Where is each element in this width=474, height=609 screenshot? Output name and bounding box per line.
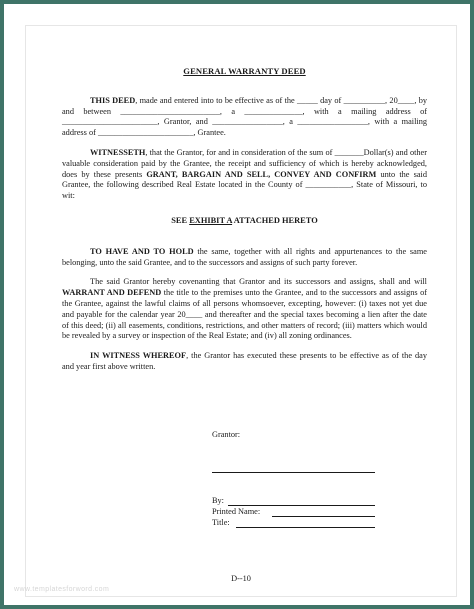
witnesseth-text-b: unto the said Grantee, the following described Real Estate located in the County of ___________, State of Missouri, to wit: bbox=[62, 169, 427, 201]
document-body bbox=[62, 66, 427, 382]
grantor-label: Grantor: bbox=[212, 430, 241, 439]
habendum-lead: TO HAVE AND TO HOLD bbox=[90, 246, 194, 256]
warranty-paragraph bbox=[62, 277, 427, 342]
document-title: GENERAL WARRANTY DEED bbox=[183, 66, 306, 76]
by-label: By: bbox=[212, 496, 224, 505]
in-witness-text: , the Grantor has executed these presents to be effective as of the day and year first above written. bbox=[62, 351, 427, 371]
exhibit-post: ATTACHED HERETO bbox=[232, 215, 318, 225]
witnesseth-grant-clause: GRANT, BARGAIN AND SELL, CONVEY AND CONFIRM bbox=[146, 169, 377, 179]
warranty-clause: WARRANT AND DEFEND bbox=[62, 288, 162, 298]
title-row bbox=[212, 518, 230, 529]
grantor-signature-line[interactable] bbox=[212, 472, 375, 473]
title-line[interactable] bbox=[236, 527, 375, 528]
in-witness-paragraph bbox=[62, 351, 427, 373]
exhibit-pre: SEE bbox=[171, 215, 190, 225]
warranty-text-b: the title to the premises unto the Grantee, and to the successors and assigns of the Grantee, against the lawful claims of all persons whomsoever, excepting, however: (i) taxes not yet due and payable for the calendar year 20____ and thereafter and the special taxes becoming a lien after the date of this deed; (ii) all easements, conditions, restrictions, and other matters of record; (iii) matters which would be revealed by a survey or inspection of the Real Estate; and (iv) all zoning ordinances. bbox=[62, 288, 428, 341]
exhibit-link-text: EXHIBIT A bbox=[189, 215, 233, 225]
witnesseth-paragraph bbox=[62, 148, 427, 202]
title-label: Title: bbox=[212, 518, 230, 527]
by-row bbox=[212, 496, 224, 507]
witnesseth-text-a: , that the Grantor, for and in consideration of the sum of _______Dollar(s) and other valuable consideration paid by the Grantee, the receipt and sufficiency of which is hereby acknowledged, does by these presents bbox=[62, 147, 427, 179]
deed-intro-lead: THIS DEED bbox=[90, 95, 136, 105]
in-witness-lead: IN WITNESS WHEREOF bbox=[90, 351, 187, 361]
printed-name-row bbox=[212, 507, 260, 518]
by-signature-line[interactable] bbox=[228, 505, 375, 506]
habendum-paragraph bbox=[62, 247, 427, 269]
warranty-text-a: The said Grantor hereby covenanting that Grantor and its successors and assigns, shall and will bbox=[90, 277, 427, 287]
deed-intro-paragraph bbox=[62, 96, 427, 139]
habendum-text: the same, together with all rights and appurtenances to the same belonging, unto the said Grantee, and to the successors and assigns of such party forever. bbox=[62, 246, 427, 267]
deed-intro-text: , made and entered into to be effective as of the _____ day of __________, 20____, by and between ________________________, a ______________, with a mailing address of _______________________, Grantor, and _________________, a _________________, with a mailing address of _______________________, Grantee. bbox=[62, 95, 427, 138]
printed-name-line[interactable] bbox=[272, 516, 375, 517]
exhibit-heading bbox=[62, 216, 427, 227]
witnesseth-lead: WITNESSETH bbox=[90, 147, 146, 157]
page-number: D--10 bbox=[231, 574, 251, 583]
printed-name-label: Printed Name: bbox=[212, 507, 261, 516]
document-page bbox=[26, 26, 456, 596]
watermark-text: www.templatesforword.com bbox=[14, 586, 110, 593]
